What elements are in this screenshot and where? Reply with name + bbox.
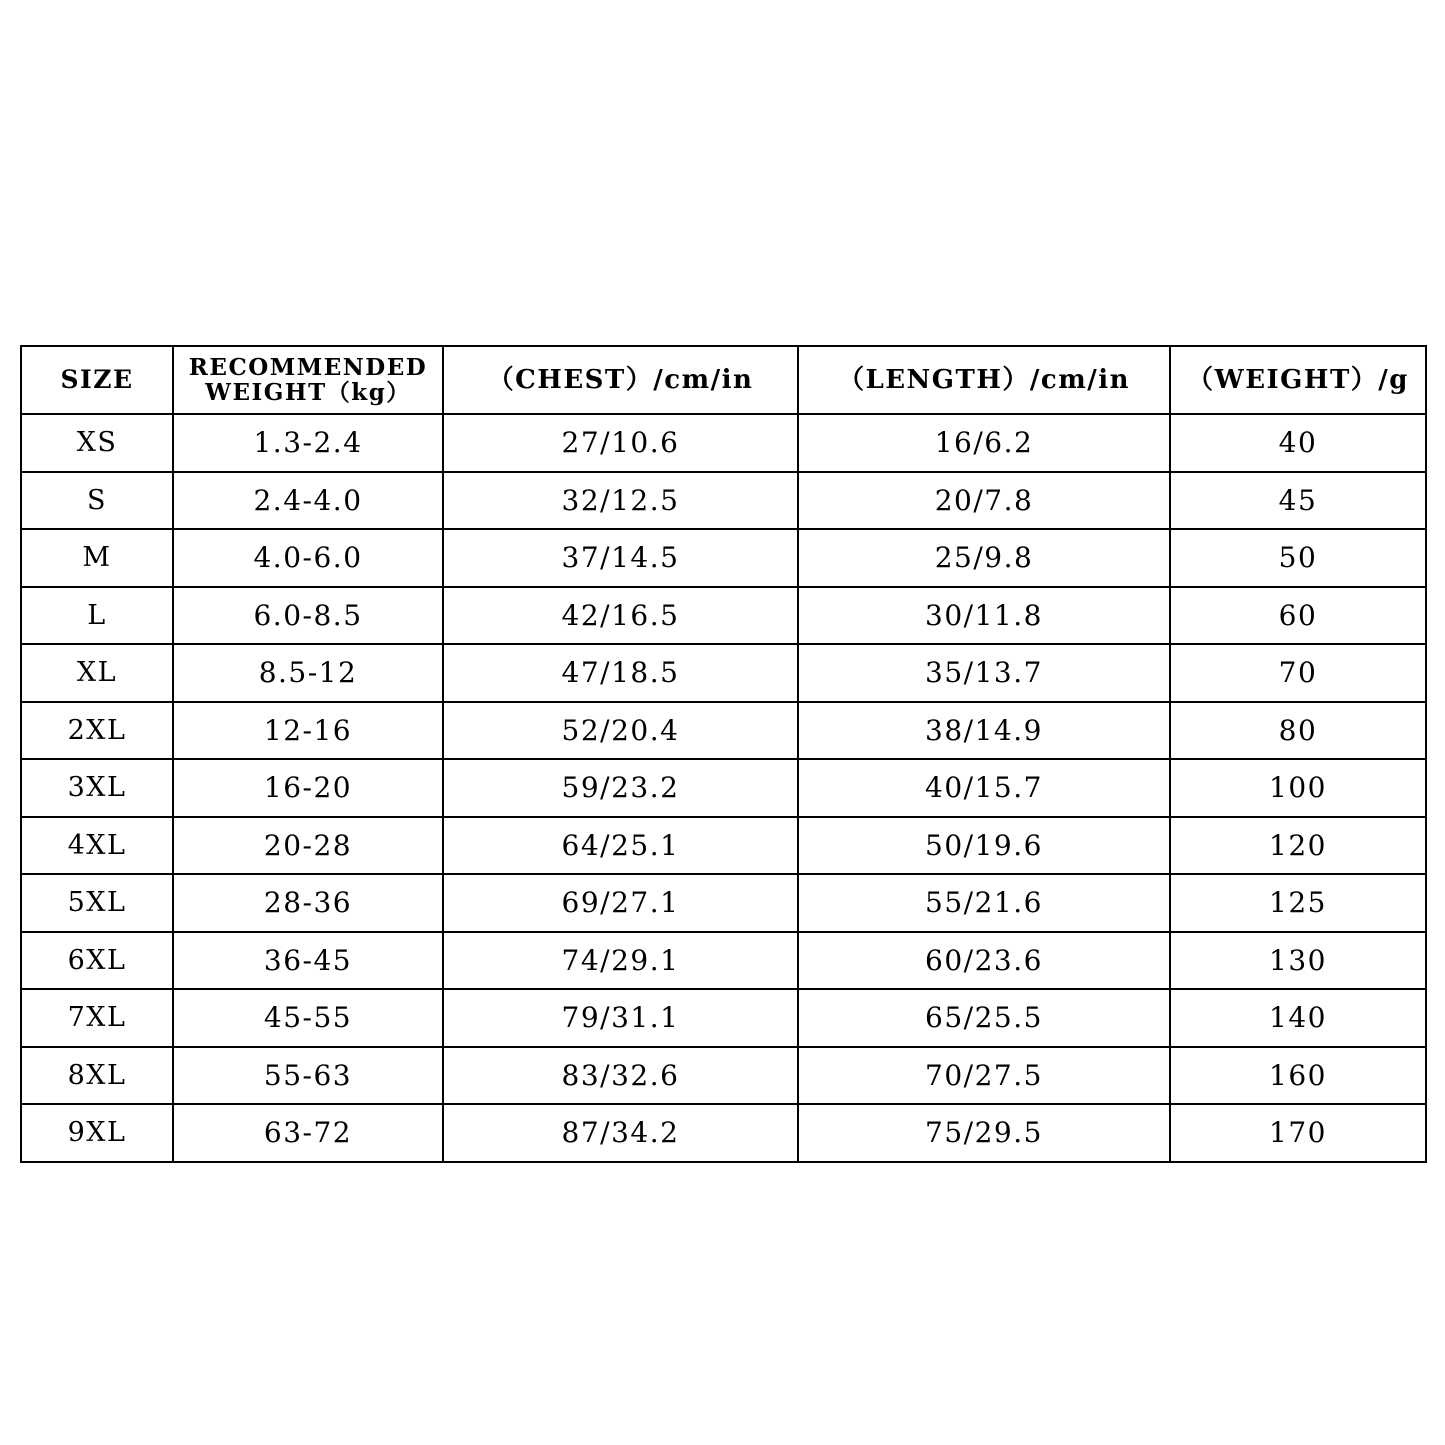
cell-recommended_weight: 16-20 <box>173 759 443 817</box>
table-row <box>21 1047 1426 1105</box>
cell-recommended_weight: 36-45 <box>173 932 443 990</box>
cell-size: L <box>21 587 173 645</box>
cell-weight: 60 <box>1170 587 1426 645</box>
cell-size: 6XL <box>21 932 173 990</box>
cell-length: 70/27.5 <box>798 1047 1170 1105</box>
cell-weight: 40 <box>1170 414 1426 472</box>
cell-length: 40/15.7 <box>798 759 1170 817</box>
cell-weight: 130 <box>1170 932 1426 990</box>
cell-length: 16/6.2 <box>798 414 1170 472</box>
cell-length: 30/11.8 <box>798 587 1170 645</box>
cell-chest: 79/31.1 <box>443 989 798 1047</box>
cell-recommended_weight: 20-28 <box>173 817 443 875</box>
table-row <box>21 932 1426 990</box>
cell-recommended_weight: 1.3-2.4 <box>173 414 443 472</box>
cell-length: 75/29.5 <box>798 1104 1170 1162</box>
cell-size: 5XL <box>21 874 173 932</box>
cell-size: XL <box>21 644 173 702</box>
cell-recommended_weight: 63-72 <box>173 1104 443 1162</box>
column-header-recommended-weight-line1: RECOMMENDED <box>188 353 428 381</box>
cell-size: M <box>21 529 173 587</box>
cell-size: 3XL <box>21 759 173 817</box>
cell-chest: 47/18.5 <box>443 644 798 702</box>
table-row <box>21 644 1426 702</box>
table-row <box>21 1104 1426 1162</box>
cell-size: 4XL <box>21 817 173 875</box>
cell-chest: 87/34.2 <box>443 1104 798 1162</box>
cell-size: 9XL <box>21 1104 173 1162</box>
cell-length: 55/21.6 <box>798 874 1170 932</box>
table-row <box>21 414 1426 472</box>
cell-size: S <box>21 472 173 530</box>
cell-recommended_weight: 55-63 <box>173 1047 443 1105</box>
cell-weight: 45 <box>1170 472 1426 530</box>
column-header-weight-label: （WEIGHT）/g <box>1187 364 1409 395</box>
column-header-length-label: （LENGTH）/cm/in <box>837 364 1131 395</box>
table-row <box>21 874 1426 932</box>
cell-chest: 37/14.5 <box>443 529 798 587</box>
cell-chest: 64/25.1 <box>443 817 798 875</box>
cell-chest: 59/23.2 <box>443 759 798 817</box>
table-header-row <box>21 346 1426 414</box>
cell-size: 8XL <box>21 1047 173 1105</box>
cell-weight: 80 <box>1170 702 1426 760</box>
column-header-recommended-weight-line2: WEIGHT（kg） <box>205 379 411 406</box>
column-header-recommended-weight <box>173 346 443 414</box>
table-row <box>21 759 1426 817</box>
cell-chest: 69/27.1 <box>443 874 798 932</box>
column-header-size <box>21 346 173 414</box>
table-body <box>21 346 1426 1162</box>
table-row <box>21 587 1426 645</box>
cell-weight: 70 <box>1170 644 1426 702</box>
cell-chest: 52/20.4 <box>443 702 798 760</box>
cell-length: 65/25.5 <box>798 989 1170 1047</box>
table-row <box>21 529 1426 587</box>
cell-weight: 50 <box>1170 529 1426 587</box>
cell-weight: 100 <box>1170 759 1426 817</box>
cell-chest: 42/16.5 <box>443 587 798 645</box>
cell-chest: 32/12.5 <box>443 472 798 530</box>
column-header-chest <box>443 346 798 414</box>
cell-weight: 140 <box>1170 989 1426 1047</box>
size-chart-container <box>20 345 1425 1163</box>
cell-size: 7XL <box>21 989 173 1047</box>
cell-recommended_weight: 28-36 <box>173 874 443 932</box>
table-row <box>21 817 1426 875</box>
table-row <box>21 989 1426 1047</box>
cell-weight: 125 <box>1170 874 1426 932</box>
cell-chest: 83/32.6 <box>443 1047 798 1105</box>
cell-length: 20/7.8 <box>798 472 1170 530</box>
cell-chest: 27/10.6 <box>443 414 798 472</box>
cell-recommended_weight: 2.4-4.0 <box>173 472 443 530</box>
cell-weight: 170 <box>1170 1104 1426 1162</box>
cell-recommended_weight: 4.0-6.0 <box>173 529 443 587</box>
table-row <box>21 702 1426 760</box>
size-chart-table <box>20 345 1427 1163</box>
column-header-length <box>798 346 1170 414</box>
column-header-size-label: SIZE <box>60 365 134 395</box>
cell-length: 25/9.8 <box>798 529 1170 587</box>
cell-length: 60/23.6 <box>798 932 1170 990</box>
cell-recommended_weight: 6.0-8.5 <box>173 587 443 645</box>
cell-chest: 74/29.1 <box>443 932 798 990</box>
cell-length: 38/14.9 <box>798 702 1170 760</box>
cell-weight: 160 <box>1170 1047 1426 1105</box>
cell-weight: 120 <box>1170 817 1426 875</box>
cell-size: XS <box>21 414 173 472</box>
cell-recommended_weight: 12-16 <box>173 702 443 760</box>
table-row <box>21 472 1426 530</box>
cell-size: 2XL <box>21 702 173 760</box>
column-header-weight <box>1170 346 1426 414</box>
cell-length: 50/19.6 <box>798 817 1170 875</box>
column-header-chest-label: （CHEST）/cm/in <box>487 364 754 395</box>
cell-recommended_weight: 8.5-12 <box>173 644 443 702</box>
cell-length: 35/13.7 <box>798 644 1170 702</box>
cell-recommended_weight: 45-55 <box>173 989 443 1047</box>
